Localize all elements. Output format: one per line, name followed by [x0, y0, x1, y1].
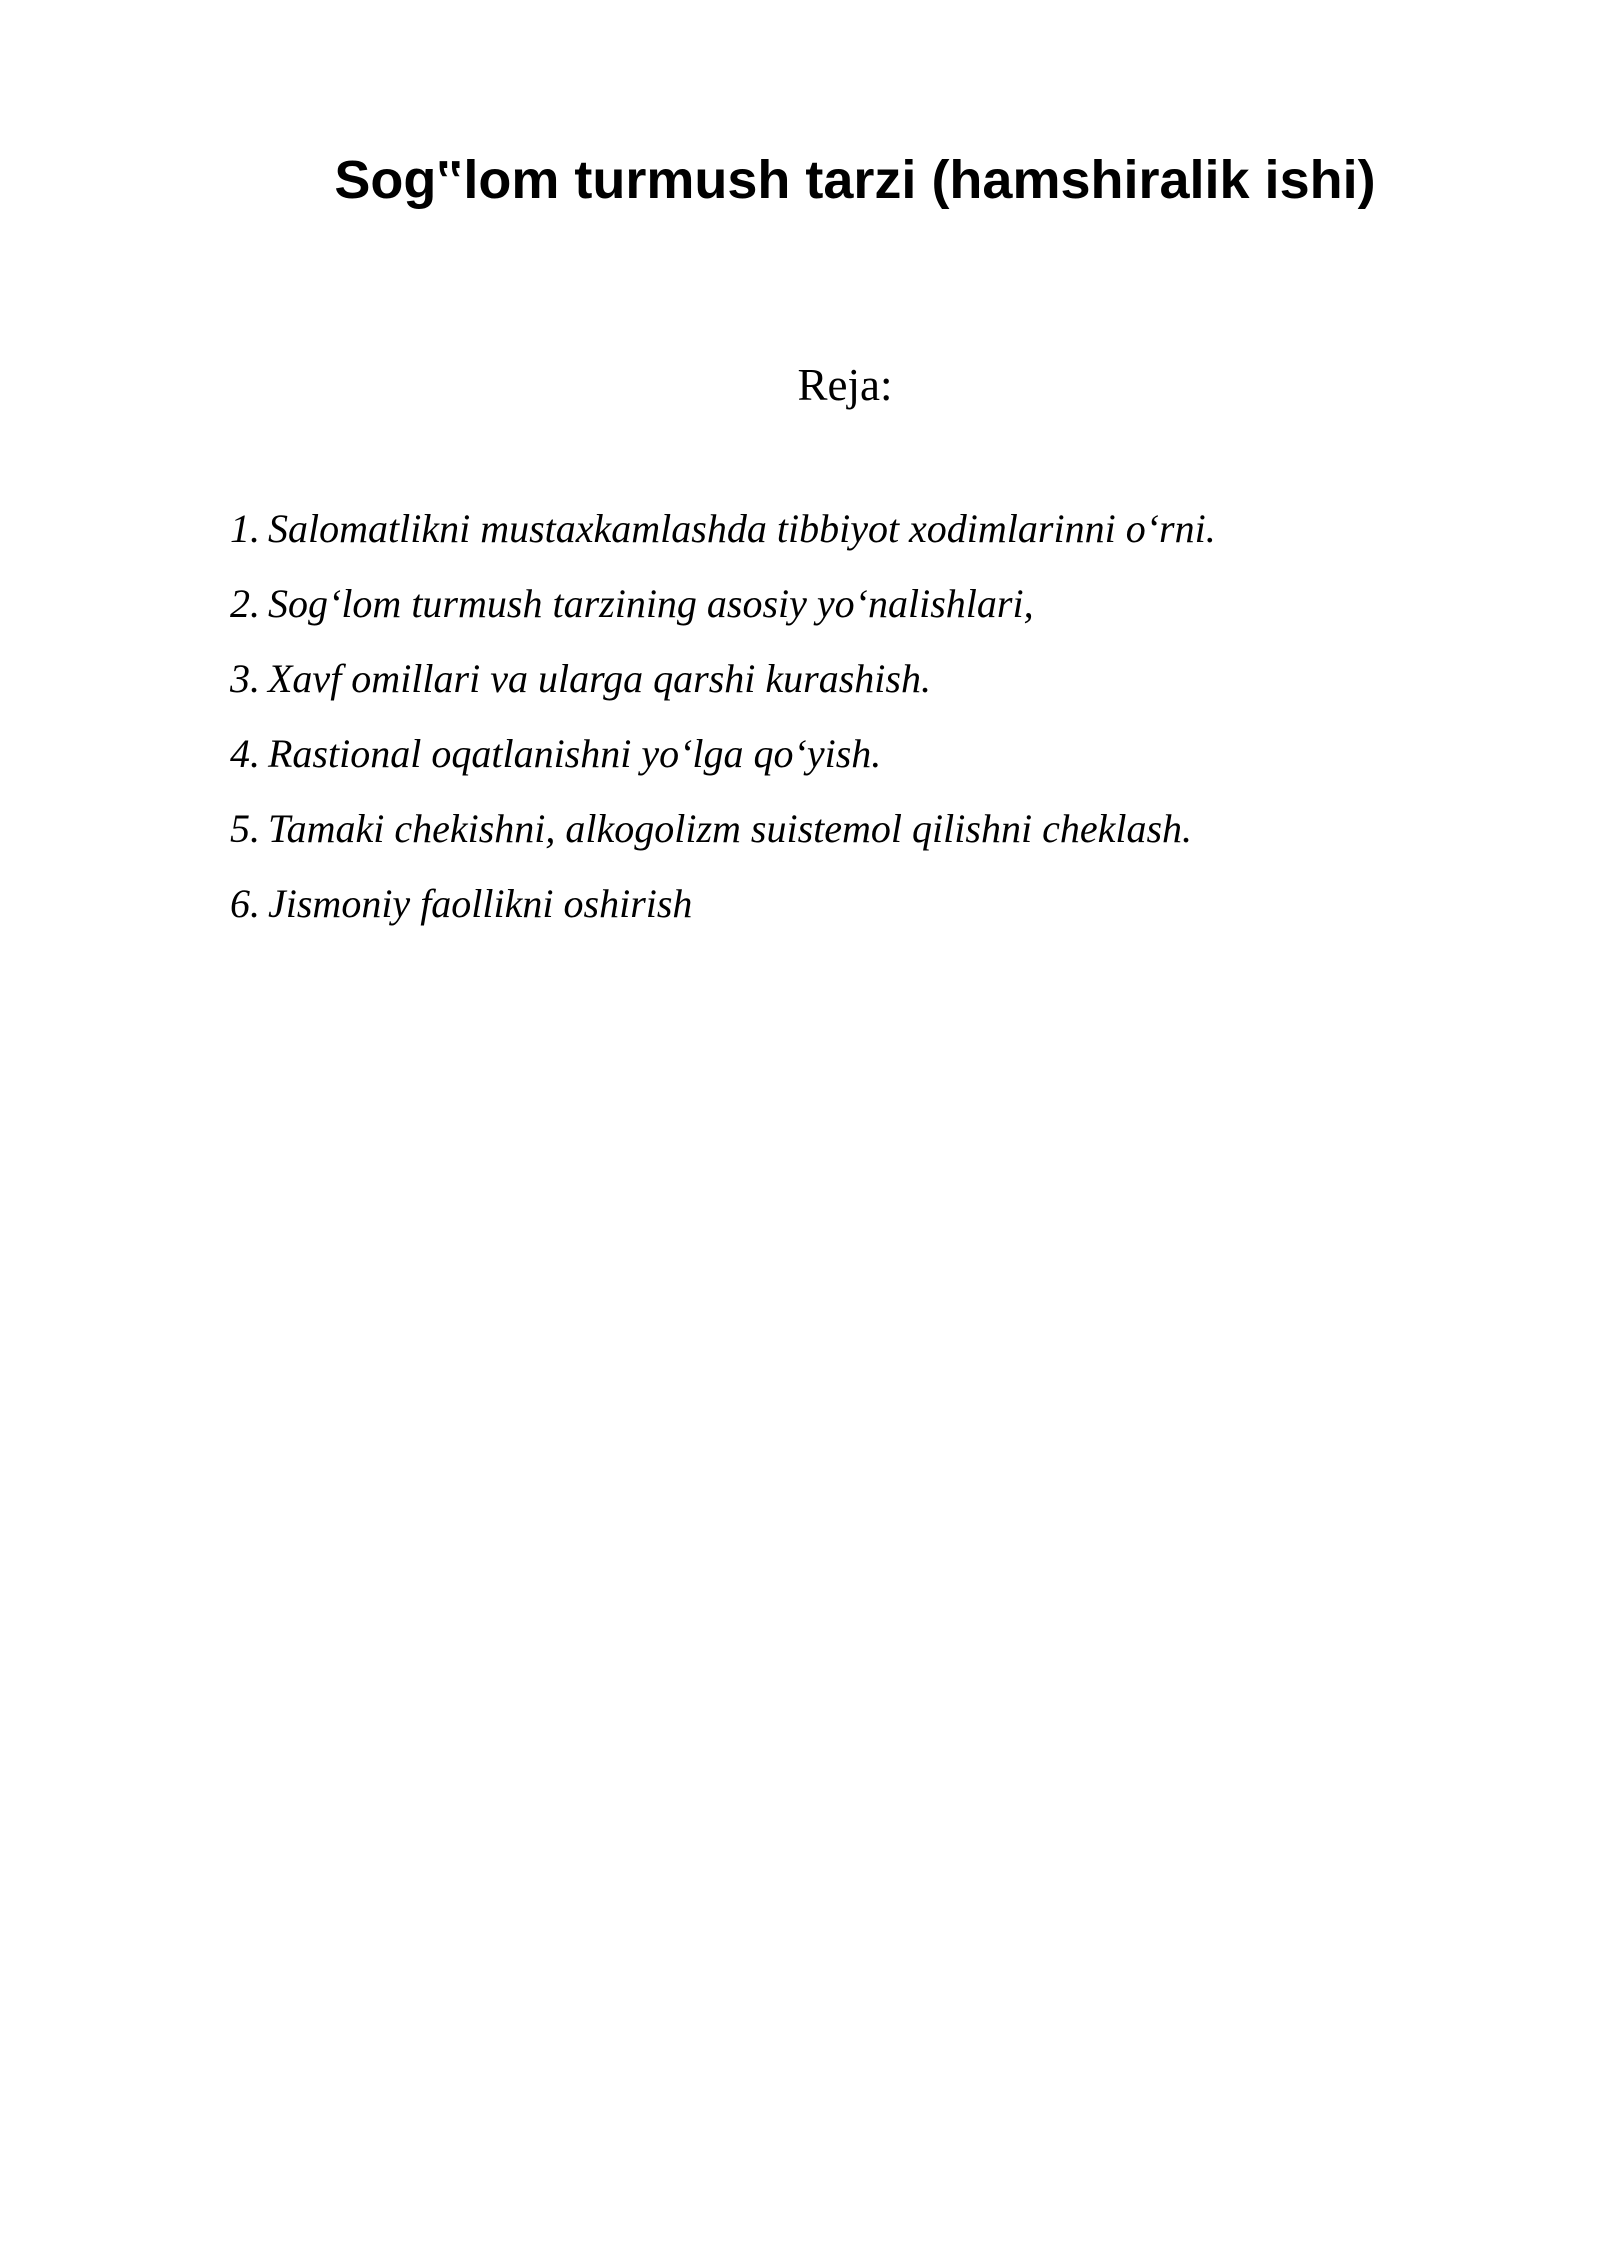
- plan-item-text: Jismoniy faollikni oshirish: [268, 881, 693, 926]
- plan-item-text: Xavf omillari va ularga qarshi kurashish.: [268, 656, 931, 701]
- plan-list: [230, 505, 1216, 955]
- plan-item-number: 2.: [230, 581, 260, 626]
- plan-item-4: [230, 730, 1216, 805]
- plan-item-text: Sog‘lom turmush tarzining asosiy yo‘nalishlari,: [268, 581, 1034, 626]
- plan-item-2: [230, 580, 1216, 655]
- document-title: Sog‟lom turmush tarzi (hamshiralik ishi): [334, 150, 1376, 210]
- plan-item-number: 3.: [230, 656, 260, 701]
- plan-item-number: 5.: [230, 806, 260, 851]
- plan-item-6: [230, 880, 1216, 955]
- plan-item-number: 6.: [230, 881, 260, 926]
- plan-item-number: 4.: [230, 731, 260, 776]
- plan-item-text: Salomatlikni mustaxkamlashda tibbiyot xodimlarinni o‘rni.: [268, 506, 1216, 551]
- plan-heading: Reja:: [797, 360, 893, 410]
- plan-item-text: Tamaki chekishni, alkogolizm suistemol qilishni cheklash.: [268, 806, 1193, 851]
- plan-item-1: [230, 505, 1216, 580]
- plan-item-number: 1.: [230, 506, 260, 551]
- plan-item-3: [230, 655, 1216, 730]
- plan-item-5: [230, 805, 1216, 880]
- plan-item-text: Rastional oqatlanishni yo‘lga qo‘yish.: [268, 731, 882, 776]
